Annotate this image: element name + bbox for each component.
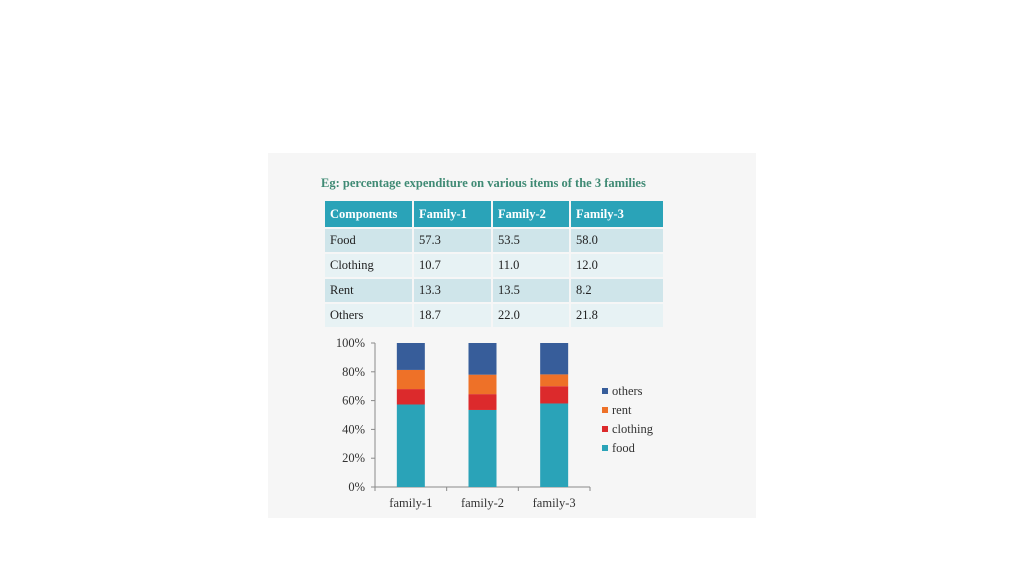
y-tick-label: 40% (342, 422, 365, 437)
table-header-cell: Family-1 (413, 201, 492, 228)
table-cell: 22.0 (492, 303, 570, 328)
bar-rent (469, 375, 497, 394)
stacked-bar-chart (268, 153, 756, 518)
y-tick-label: 20% (342, 451, 365, 466)
bar-others (397, 343, 425, 370)
bar-rent (397, 370, 425, 389)
legend-swatch-rent (602, 407, 608, 413)
table-cell: Food (325, 228, 413, 253)
table-cell: Clothing (325, 253, 413, 278)
bar-others (540, 343, 568, 374)
table-header-cell: Family-3 (570, 201, 664, 228)
bar-clothing (469, 394, 497, 410)
table-cell: 58.0 (570, 228, 664, 253)
bar-others (469, 343, 497, 375)
legend-label-clothing: clothing (612, 422, 653, 436)
bar-food (469, 410, 497, 487)
table-cell: 10.7 (413, 253, 492, 278)
legend-label-food: food (612, 441, 635, 455)
bar-clothing (397, 389, 425, 404)
table-cell: 57.3 (413, 228, 492, 253)
table-header-cell: Family-2 (492, 201, 570, 228)
table-cell: 21.8 (570, 303, 664, 328)
x-tick-label: family-3 (532, 496, 576, 510)
table-cell: Rent (325, 278, 413, 303)
y-tick-label: 80% (342, 364, 365, 379)
table-header-cell: Components (325, 201, 413, 228)
figure-panel (268, 153, 756, 518)
y-tick-label: 60% (342, 393, 365, 408)
table-cell: 13.3 (413, 278, 492, 303)
legend-label-rent: rent (612, 403, 632, 417)
bar-food (540, 403, 568, 487)
table-cell: 12.0 (570, 253, 664, 278)
y-tick-label: 0% (348, 480, 365, 494)
bar-rent (540, 374, 568, 386)
bar-clothing (540, 386, 568, 403)
legend-label-others: others (612, 384, 643, 398)
y-tick-label: 100% (335, 336, 365, 350)
table-cell: 8.2 (570, 278, 664, 303)
legend-swatch-others (602, 388, 608, 394)
table-cell: 53.5 (492, 228, 570, 253)
table-cell: Others (325, 303, 413, 328)
x-tick-label: family-1 (389, 496, 433, 510)
table-cell: 18.7 (413, 303, 492, 328)
legend-swatch-clothing (602, 426, 608, 432)
x-tick-label: family-2 (460, 496, 505, 510)
table-cell: 11.0 (492, 253, 570, 278)
legend-swatch-food (602, 445, 608, 451)
figure-title: Eg: percentage expenditure on various items of the 3 families (321, 176, 646, 190)
bar-food (397, 404, 425, 487)
table-cell: 13.5 (492, 278, 570, 303)
